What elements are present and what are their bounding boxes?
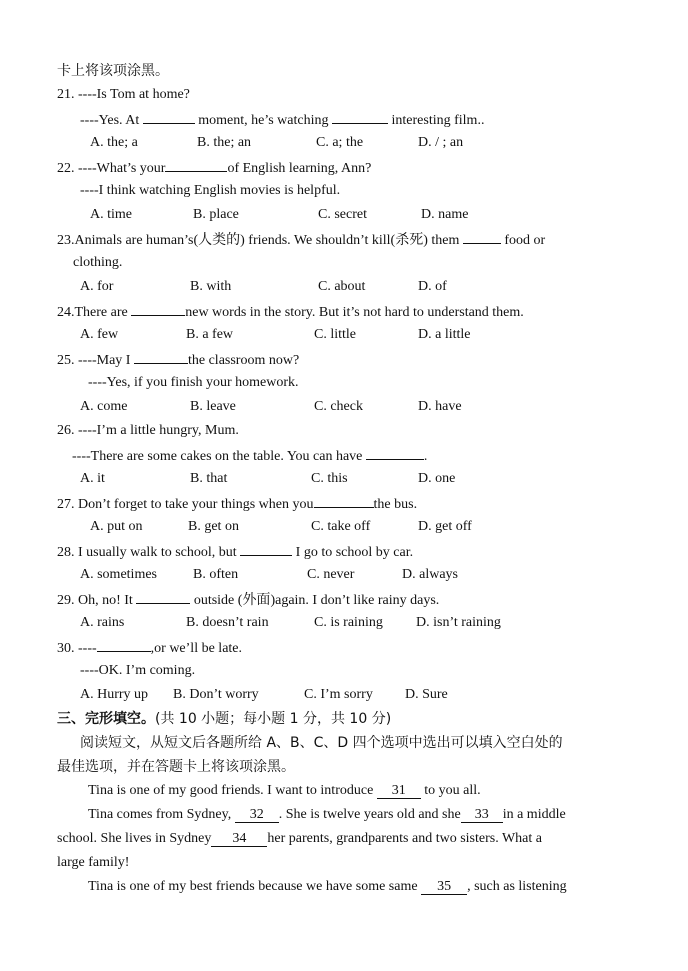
q29-option-c: C. is raining xyxy=(314,615,383,630)
q29-stem-c: )again. I don’t like rainy days. xyxy=(270,593,440,608)
q21-reply-c: interesting film.. xyxy=(391,113,485,128)
q27-stem xyxy=(57,494,417,514)
q21-option-d: D. / ; an xyxy=(418,135,464,150)
q30-option-a: A. Hurry up xyxy=(80,687,149,702)
q21-option-b: B. the; an xyxy=(197,135,252,150)
q22-option-d: D. name xyxy=(421,207,469,222)
q25-stem xyxy=(57,350,299,370)
q26-option-b: B. that xyxy=(190,471,228,486)
q23-stem-d: food or xyxy=(504,233,546,248)
q25-reply: ----Yes, if you finish your homework. xyxy=(88,375,299,390)
passage-line-2 xyxy=(88,806,566,824)
q24-option-a: A. few xyxy=(80,327,119,342)
q23-stem-c: ) them xyxy=(423,233,460,248)
q22-reply: ----I think watching English movies is helpful. xyxy=(80,183,341,198)
q23-option-a: A. for xyxy=(80,279,114,294)
q23-chinese-gloss-1: 人类的 xyxy=(198,232,241,248)
q22-option-b: B. place xyxy=(193,207,239,222)
q28-option-a: A. sometimes xyxy=(80,567,157,582)
q29-option-b: B. doesn’t rain xyxy=(186,615,269,630)
q21-option-c: C. a; the xyxy=(316,135,364,150)
passage-text: school. She lives in Sydney xyxy=(57,831,212,846)
answer-blank xyxy=(134,350,188,364)
q24-option-b: B. a few xyxy=(186,327,234,342)
q26-reply-text: ----There are some cakes on the table. You can have xyxy=(72,449,363,464)
q23-chinese-gloss-2: 杀死 xyxy=(395,232,424,248)
passage-text: to you all. xyxy=(424,783,481,798)
q27-option-b: B. get on xyxy=(188,519,239,534)
passage-line-3 xyxy=(57,830,542,848)
q30-stem-b: ,or we’ll be late. xyxy=(150,641,243,656)
answer-blank xyxy=(240,542,292,556)
answer-blank xyxy=(332,110,388,124)
q28-option-c: C. never xyxy=(307,567,355,582)
passage-text: Tina is one of my best friends because we have some same xyxy=(88,879,418,894)
q30-option-d: D. Sure xyxy=(405,687,448,702)
q21-reply-a: ----Yes. At xyxy=(80,113,140,128)
q29-stem xyxy=(57,590,439,610)
blank-31: 31 xyxy=(377,783,421,799)
q30-option-c: C. I’m sorry xyxy=(304,687,373,702)
instruction-tail: 卡上将该项涂黑。 xyxy=(57,63,169,79)
passage-text: her parents, grandparents and two sisters. What a xyxy=(267,831,542,846)
answer-blank xyxy=(136,590,190,604)
q22-stem-a: 22. ----What’s your xyxy=(57,161,166,176)
q23-option-d: D. of xyxy=(418,279,447,294)
q26-option-d: D. one xyxy=(418,471,456,486)
q28-stem-b: I go to school by car. xyxy=(295,545,414,560)
q24-option-d: D. a little xyxy=(418,327,471,342)
q26-reply: ----There are some cakes on the table. You can have . xyxy=(72,446,427,466)
q29-stem-a: 29. Oh, no! It xyxy=(57,593,133,608)
q22-stem-b: of English learning, Ann? xyxy=(227,161,372,176)
passage-text: Tina comes from Sydney, xyxy=(88,807,232,822)
section-heading-score: (共 10 小题；每小题 1 分，共 10 分) xyxy=(155,711,392,727)
blank-33: 33 xyxy=(461,807,503,823)
blank-35: 35 xyxy=(421,879,467,895)
q28-stem-a: 28. I usually walk to school, but xyxy=(57,545,237,560)
q26-option-a: A. it xyxy=(80,471,105,486)
q28-stem xyxy=(57,542,413,562)
passage-text: Tina is one of my good friends. I want to introduce xyxy=(88,783,374,798)
q27-stem-a: 27. Don’t forget to take your things when you xyxy=(57,497,314,512)
q23-option-c: C. about xyxy=(318,279,366,294)
q25-stem-b: the classroom now? xyxy=(187,353,300,368)
q23-stem-line2: clothing. xyxy=(73,255,123,270)
q23-stem xyxy=(57,230,545,250)
q27-option-c: C. take off xyxy=(311,519,371,534)
q29-chinese-gloss: 外面 xyxy=(242,592,271,608)
passage-line-5 xyxy=(88,878,567,896)
answer-blank xyxy=(131,302,185,316)
q30-reply: ----OK. I’m coming. xyxy=(80,663,196,678)
q28-option-d: D. always xyxy=(402,567,458,582)
q28-option-b: B. often xyxy=(193,567,239,582)
q25-stem-a: 25. ----May I xyxy=(57,353,131,368)
answer-blank xyxy=(97,638,151,652)
q21-stem: 21. ----Is Tom at home? xyxy=(57,87,190,102)
q30-stem xyxy=(57,638,242,658)
passage-text: , such as listening xyxy=(467,879,567,894)
q22-option-a: A. time xyxy=(90,207,132,222)
q25-option-a: A. come xyxy=(80,399,128,414)
q27-option-d: D. get off xyxy=(418,519,472,534)
q24-stem-a: 24.There are xyxy=(57,305,128,320)
q25-option-d: D. have xyxy=(418,399,462,414)
answer-blank xyxy=(366,446,424,460)
section-heading xyxy=(57,710,391,729)
passage-line-1 xyxy=(88,782,481,800)
q24-stem xyxy=(57,302,524,322)
blank-34: 34 xyxy=(211,831,267,847)
q23-stem-b: ) friends. We shouldn’t kill( xyxy=(240,233,396,248)
q29-option-d: D. isn’t raining xyxy=(416,615,501,630)
passage-text: . She is twelve years old and she xyxy=(278,807,461,822)
q27-stem-b: the bus. xyxy=(373,497,418,512)
q27-option-a: A. put on xyxy=(90,519,143,534)
q23-stem-a: 23.Animals are human’s( xyxy=(57,233,199,248)
q26-stem: 26. ----I’m a little hungry, Mum. xyxy=(57,423,239,438)
answer-blank xyxy=(463,230,501,244)
q22-stem xyxy=(57,158,371,178)
answer-blank xyxy=(314,494,374,508)
passage-line-4: large family! xyxy=(57,855,130,870)
q30-stem-a: 30. ---- xyxy=(57,641,97,656)
q30-option-b: B. Don’t worry xyxy=(173,687,259,702)
q25-option-b: B. leave xyxy=(190,399,236,414)
q26-option-c: C. this xyxy=(311,471,348,486)
q29-stem-b: outside ( xyxy=(193,593,243,608)
q21-reply-b: moment, he’s watching xyxy=(198,113,329,128)
passage-text: in a middle xyxy=(502,807,566,822)
q25-option-c: C. check xyxy=(314,399,363,414)
q24-option-c: C. little xyxy=(314,327,356,342)
section-instruction-1: 阅读短文，从短文后各题所给 A、B、C、D 四个选项中选出可以填入空白处的 xyxy=(80,735,563,751)
q22-option-c: C. secret xyxy=(318,207,367,222)
answer-blank xyxy=(165,158,227,172)
blank-32: 32 xyxy=(235,807,279,823)
q24-stem-b: new words in the story. But it’s not hard to understand them. xyxy=(185,305,524,320)
answer-blank xyxy=(143,110,195,124)
q21-reply xyxy=(80,110,484,130)
q23-option-b: B. with xyxy=(190,279,232,294)
section-instruction-2: 最佳选项，并在答题卡上将该项涂黑。 xyxy=(57,759,295,775)
q21-option-a: A. the; a xyxy=(90,135,138,150)
section-heading-title: 三、完形填空。 xyxy=(57,711,155,727)
q29-option-a: A. rains xyxy=(80,615,125,630)
